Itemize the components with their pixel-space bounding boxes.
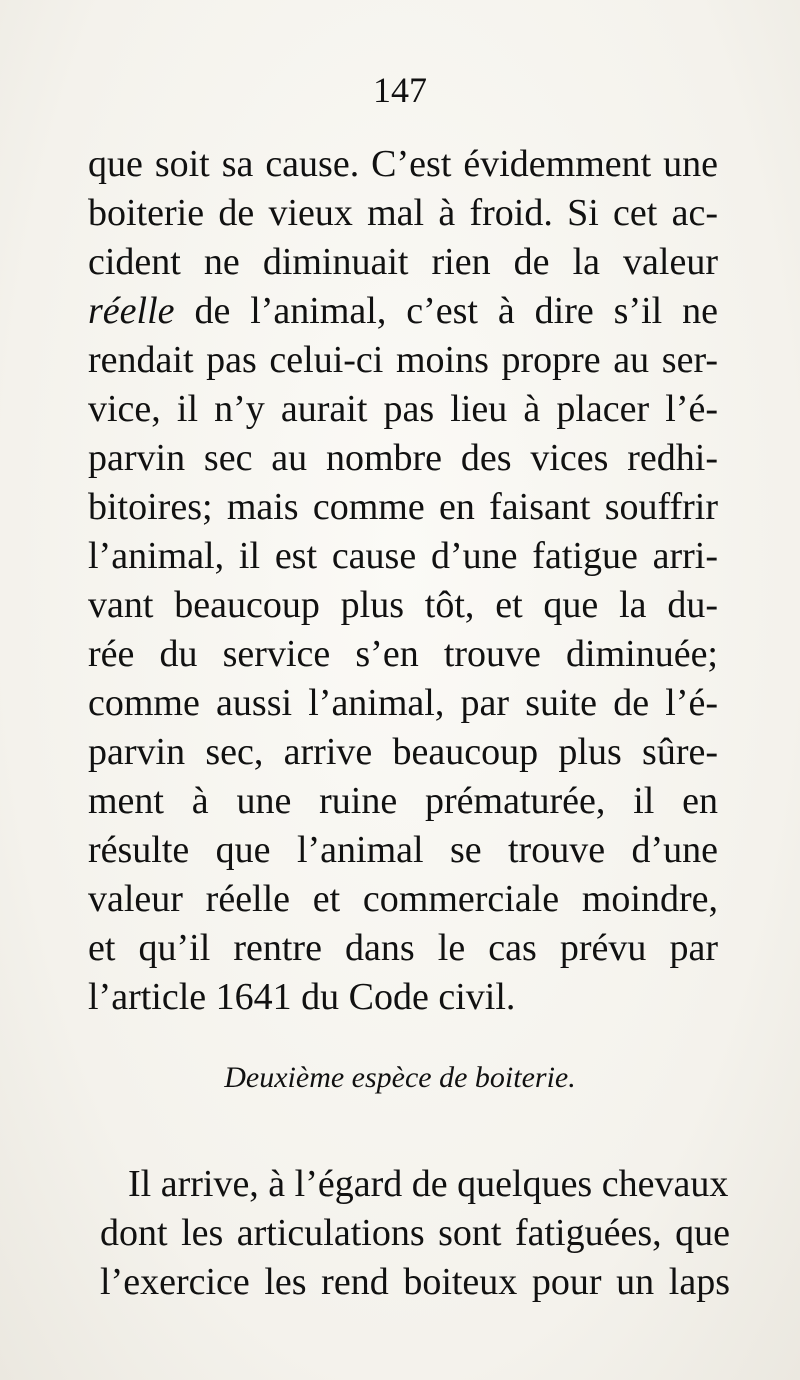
text-line: l’exercice les rend boiteux pour un laps — [100, 1261, 730, 1303]
italic-word: réelle — [88, 290, 175, 332]
text-line: valeur réelle et commerciale moindre, — [88, 878, 718, 920]
text-line: rée du service s’en trouve diminuée; — [88, 633, 718, 675]
text-line: cident ne diminuait rien de la valeur — [88, 241, 718, 283]
text-line: vice, il n’y aurait pas lieu à placer l’é- — [88, 388, 718, 430]
text-line: dont les articulations sont fatiguées, que — [100, 1212, 730, 1254]
text-line: et qu’il rentre dans le cas prévu par — [88, 927, 718, 969]
text-line — [88, 287, 718, 335]
text-line: comme aussi l’animal, par suite de l’é- — [88, 682, 718, 724]
text-line: parvin sec, arrive beaucoup plus sûre- — [88, 731, 718, 773]
text-line: rendait pas celui-ci moins propre au ser- — [88, 339, 718, 381]
text-line: parvin sec au nombre des vices redhi- — [88, 437, 718, 479]
text-line: l’animal, il est cause d’une fatigue arri- — [88, 535, 718, 577]
text-line: Il arrive, à l’égard de quelques chevaux — [128, 1163, 729, 1205]
text-line: résulte que l’animal se trouve d’une — [88, 829, 718, 871]
text-line: vant beaucoup plus tôt, et que la du- — [88, 584, 718, 626]
page-number: 147 — [373, 70, 427, 110]
section-heading: Deuxième espèce de boiterie. — [224, 1061, 576, 1094]
text-line: bitoires; mais comme en faisant souffrir — [88, 486, 718, 528]
text-line: boiterie de vieux mal à froid. Si cet ac- — [88, 192, 718, 234]
text-line: que soit sa cause. C’est évidemment une — [88, 143, 718, 185]
text-line: ment à une ruine prématurée, il en — [88, 780, 718, 822]
text-line-rest: de l’animal, c’est à dire s’il ne — [194, 290, 718, 332]
text-line: l’article 1641 du Code civil. — [88, 976, 516, 1018]
